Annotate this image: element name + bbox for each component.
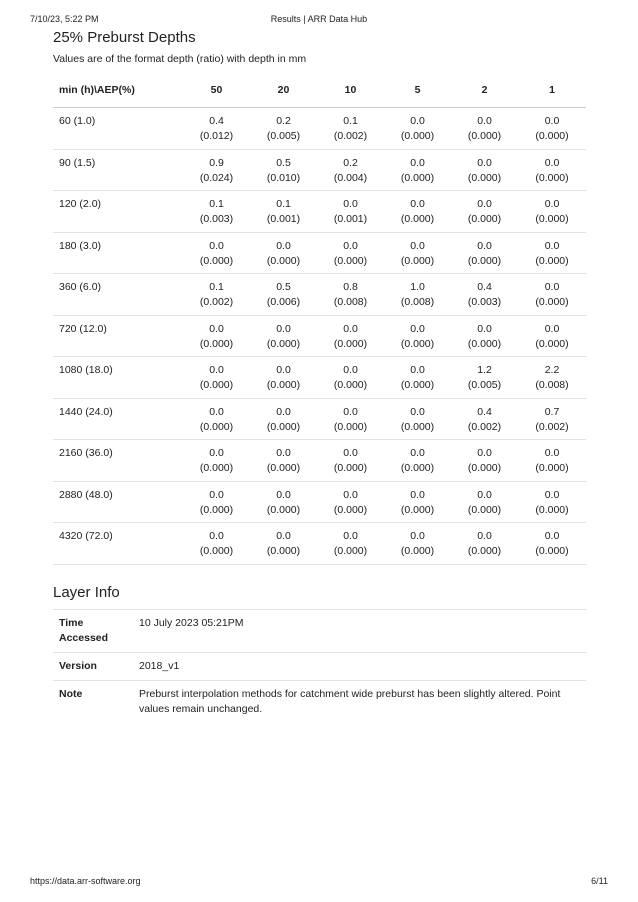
cell-depth: 0.0 [209, 364, 224, 376]
table-cell [317, 149, 384, 191]
cell-ratio: (0.003) [467, 296, 502, 308]
cell-ratio: (0.000) [535, 503, 569, 516]
cell-ratio: (0.000) [199, 545, 234, 557]
cell-depth: 2.2 [544, 364, 560, 376]
cell-ratio: (0.024) [199, 171, 234, 184]
cell-ratio: (0.000) [535, 337, 569, 350]
column-header: 50 [183, 74, 250, 108]
table-cell [451, 440, 518, 482]
column-header: 1 [518, 74, 586, 108]
cell-ratio: (0.000) [266, 337, 301, 350]
cell-depth: 0.0 [209, 322, 224, 335]
table-header-row [53, 74, 586, 108]
row-label: 720 (12.0) [53, 315, 183, 357]
cell-ratio: (0.000) [266, 254, 301, 267]
section-subtitle: Values are of the format depth (ratio) with depth in mm [53, 53, 307, 65]
cell-ratio: (0.000) [535, 171, 569, 184]
cell-depth: 0.0 [209, 405, 224, 418]
table-cell [317, 357, 384, 399]
cell-ratio: (0.003) [199, 213, 234, 225]
info-key-line: Time [59, 616, 84, 629]
cell-depth: 0.1 [209, 198, 224, 210]
cell-depth: 0.0 [544, 281, 560, 293]
table-row [53, 232, 586, 274]
cell-ratio: (0.000) [467, 462, 502, 474]
cell-ratio: (0.004) [333, 171, 368, 184]
table-cell [384, 357, 451, 399]
cell-depth: 0.0 [209, 488, 224, 501]
table-cell [250, 523, 317, 565]
cell-ratio: (0.008) [535, 379, 569, 391]
cell-depth: 0.4 [209, 115, 224, 127]
cell-depth: 0.0 [276, 447, 291, 459]
table-row [53, 357, 586, 399]
cell-ratio: (0.000) [467, 213, 502, 225]
table-row [53, 108, 586, 150]
cell-depth: 0.0 [343, 405, 358, 418]
cell-ratio: (0.008) [333, 296, 368, 308]
table-cell [384, 232, 451, 274]
cell-depth: 0.0 [410, 405, 425, 418]
cell-depth: 0.0 [477, 156, 492, 169]
row-label: 90 (1.5) [53, 149, 183, 191]
cell-ratio: (0.000) [266, 420, 301, 433]
info-value: 2018_v1 [139, 659, 180, 672]
row-label: 60 (1.0) [53, 108, 183, 150]
table-cell [250, 108, 317, 150]
table-cell [451, 398, 518, 440]
cell-depth: 0.0 [410, 488, 425, 501]
cell-depth: 0.0 [544, 239, 560, 252]
table-row [53, 315, 586, 357]
table-cell [183, 149, 250, 191]
cell-depth: 0.0 [209, 239, 224, 252]
cell-depth: 1.2 [477, 364, 492, 376]
cell-depth: 0.1 [209, 281, 224, 293]
cell-depth: 0.0 [209, 530, 224, 542]
info-key-line: Accessed [59, 631, 109, 644]
column-header: 5 [384, 74, 451, 108]
cell-depth: 0.0 [276, 322, 291, 335]
cell-depth: 0.0 [544, 322, 560, 335]
table-row [53, 440, 586, 482]
cell-depth: 0.2 [343, 156, 358, 169]
cell-depth: 0.5 [276, 281, 291, 293]
cell-depth: 0.4 [477, 405, 492, 418]
table-row [53, 398, 586, 440]
table-cell [384, 440, 451, 482]
table-cell [518, 523, 586, 565]
table-cell [451, 523, 518, 565]
table-cell [384, 398, 451, 440]
cell-depth: 0.0 [276, 239, 291, 252]
table-cell [518, 149, 586, 191]
table-cell [518, 481, 586, 523]
table-cell [317, 232, 384, 274]
cell-depth: 0.0 [343, 364, 358, 376]
cell-ratio: (0.000) [333, 545, 368, 557]
cell-ratio: (0.000) [467, 130, 502, 142]
table-cell [317, 274, 384, 316]
column-header: 10 [317, 74, 384, 108]
table-cell [518, 232, 586, 274]
layer-info-table [53, 609, 586, 723]
table-cell [183, 315, 250, 357]
cell-ratio: (0.000) [467, 171, 502, 184]
cell-depth: 0.0 [410, 239, 425, 252]
cell-depth: 0.0 [544, 488, 560, 501]
cell-ratio: (0.000) [333, 420, 368, 433]
cell-depth: 0.0 [343, 322, 358, 335]
cell-ratio: (0.000) [199, 337, 234, 350]
table-cell [451, 108, 518, 150]
table-cell [518, 440, 586, 482]
row-label: 2160 (36.0) [53, 440, 183, 482]
cell-depth: 0.2 [276, 115, 291, 127]
table-cell [250, 274, 317, 316]
cell-ratio: (0.006) [266, 296, 301, 308]
table-body [53, 108, 586, 565]
cell-depth: 0.0 [410, 198, 425, 210]
table-cell [250, 481, 317, 523]
print-page-title: Results | ARR Data Hub [270, 14, 368, 24]
row-label: 180 (3.0) [53, 232, 183, 274]
cell-depth: 0.1 [343, 115, 358, 127]
cell-ratio: (0.000) [266, 545, 301, 557]
cell-ratio: (0.000) [400, 462, 435, 474]
cell-depth: 0.0 [410, 530, 425, 542]
info-value: Preburst interpolation methods for catchment wide preburst has been slightly altered. Point values remain unchanged. [139, 687, 561, 715]
row-label: 1440 (24.0) [53, 398, 183, 440]
table-cell [250, 232, 317, 274]
table-cell [317, 398, 384, 440]
cell-ratio: (0.000) [400, 337, 435, 350]
cell-ratio: (0.001) [266, 213, 301, 225]
table-cell [518, 398, 586, 440]
table-row [53, 149, 586, 191]
row-label: 120 (2.0) [53, 191, 183, 233]
info-key: Note [59, 687, 83, 700]
table-cell [183, 232, 250, 274]
cell-ratio: (0.000) [467, 545, 502, 557]
table-cell [451, 315, 518, 357]
table-cell [518, 315, 586, 357]
info-row-note [53, 680, 586, 723]
cell-ratio: (0.000) [266, 379, 301, 391]
table-cell [183, 357, 250, 399]
table-row [53, 274, 586, 316]
cell-ratio: (0.000) [333, 462, 368, 474]
cell-ratio: (0.000) [535, 254, 569, 267]
cell-ratio: (0.000) [333, 337, 368, 350]
print-datetime: 7/10/23, 5:22 PM [30, 14, 99, 24]
cell-ratio: (0.000) [400, 130, 435, 142]
cell-depth: 0.0 [477, 447, 492, 459]
cell-ratio: (0.005) [266, 130, 301, 142]
table-cell [518, 357, 586, 399]
table-cell [451, 191, 518, 233]
row-label: 360 (6.0) [53, 274, 183, 316]
cell-depth: 0.0 [477, 530, 492, 542]
table-cell [384, 274, 451, 316]
cell-depth: 0.0 [343, 488, 358, 501]
cell-depth: 0.0 [477, 115, 492, 127]
table-cell [250, 191, 317, 233]
table-cell [451, 274, 518, 316]
info-value: 10 July 2023 05:21PM [139, 616, 244, 629]
table-cell [317, 481, 384, 523]
cell-ratio: (0.000) [266, 462, 301, 474]
main-content [53, 28, 586, 723]
cell-depth: 1.0 [410, 281, 425, 293]
cell-depth: 0.0 [544, 198, 560, 210]
cell-ratio: (0.000) [199, 420, 234, 433]
cell-ratio: (0.000) [400, 254, 435, 267]
cell-depth: 0.0 [544, 530, 560, 542]
table-row [53, 523, 586, 565]
row-label: 4320 (72.0) [53, 523, 183, 565]
table-cell [317, 108, 384, 150]
table-cell [183, 191, 250, 233]
table-cell [317, 523, 384, 565]
cell-ratio: (0.010) [266, 171, 301, 184]
cell-ratio: (0.000) [467, 337, 502, 350]
table-cell [183, 398, 250, 440]
cell-depth: 0.0 [209, 447, 224, 459]
cell-depth: 0.1 [276, 198, 291, 210]
table-cell [518, 108, 586, 150]
table-cell [183, 108, 250, 150]
cell-ratio: (0.000) [400, 503, 435, 516]
cell-depth: 0.0 [544, 156, 560, 169]
cell-ratio: (0.002) [333, 130, 368, 142]
cell-ratio: (0.001) [333, 213, 368, 225]
cell-depth: 0.0 [410, 364, 425, 376]
cell-depth: 0.0 [276, 405, 291, 418]
cell-ratio: (0.000) [333, 503, 368, 516]
cell-depth: 0.0 [343, 198, 358, 210]
cell-depth: 0.0 [276, 530, 291, 542]
cell-depth: 0.0 [410, 115, 425, 127]
table-cell [384, 108, 451, 150]
cell-depth: 0.7 [544, 405, 560, 418]
info-key: Version [59, 659, 97, 672]
cell-ratio: (0.000) [467, 254, 502, 267]
cell-depth: 0.0 [544, 115, 560, 127]
cell-depth: 0.0 [410, 322, 425, 335]
cell-depth: 0.0 [343, 530, 358, 542]
cell-ratio: (0.000) [535, 545, 569, 557]
cell-ratio: (0.000) [535, 213, 569, 225]
cell-ratio: (0.000) [199, 503, 234, 516]
cell-ratio: (0.000) [400, 171, 435, 184]
cell-ratio: (0.002) [467, 420, 502, 433]
layer-info-title: Layer Info [53, 583, 120, 601]
table-cell [250, 149, 317, 191]
table-cell [518, 274, 586, 316]
table-cell [451, 357, 518, 399]
cell-ratio: (0.005) [467, 379, 502, 391]
print-page-number: 6/11 [591, 876, 608, 886]
table-cell [317, 191, 384, 233]
column-header: 20 [250, 74, 317, 108]
info-row-version [53, 652, 586, 680]
cell-ratio: (0.000) [199, 379, 234, 391]
column-header: 2 [451, 74, 518, 108]
table-cell [451, 149, 518, 191]
cell-depth: 0.0 [477, 198, 492, 210]
cell-depth: 0.0 [477, 488, 492, 501]
cell-depth: 0.0 [544, 447, 560, 459]
print-header [30, 14, 608, 26]
row-label: 1080 (18.0) [53, 357, 183, 399]
cell-depth: 0.0 [276, 364, 291, 376]
table-cell [183, 523, 250, 565]
cell-depth: 0.8 [343, 281, 358, 293]
cell-depth: 0.4 [477, 281, 492, 293]
table-cell [451, 481, 518, 523]
info-key [53, 609, 133, 652]
section-title: 25% Preburst Depths [53, 29, 196, 46]
cell-depth: 0.0 [410, 156, 425, 169]
cell-ratio: (0.000) [400, 213, 435, 225]
cell-depth: 0.9 [209, 156, 224, 169]
cell-depth: 0.0 [343, 447, 358, 459]
cell-ratio: (0.000) [266, 503, 301, 516]
table-row [53, 481, 586, 523]
cell-ratio: (0.002) [535, 420, 569, 433]
cell-ratio: (0.002) [199, 296, 234, 308]
info-row-time-accessed [53, 609, 586, 652]
cell-depth: 0.0 [477, 239, 492, 252]
cell-ratio: (0.000) [333, 254, 368, 267]
cell-depth: 0.5 [276, 156, 291, 169]
cell-ratio: (0.008) [400, 296, 435, 308]
cell-ratio: (0.000) [400, 379, 435, 391]
table-cell [250, 315, 317, 357]
cell-ratio: (0.000) [400, 545, 435, 557]
table-cell [451, 232, 518, 274]
cell-ratio: (0.000) [467, 503, 502, 516]
table-row [53, 191, 586, 233]
table-cell [317, 440, 384, 482]
cell-depth: 0.0 [410, 447, 425, 459]
table-cell [183, 440, 250, 482]
table-cell [250, 357, 317, 399]
table-cell [384, 481, 451, 523]
cell-ratio: (0.000) [333, 379, 368, 391]
cell-ratio: (0.012) [199, 130, 234, 142]
row-header-label: min (h)\AEP(%) [53, 74, 183, 108]
cell-ratio: (0.000) [199, 462, 234, 474]
table-cell [250, 398, 317, 440]
row-label: 2880 (48.0) [53, 481, 183, 523]
cell-ratio: (0.000) [400, 420, 435, 433]
preburst-depths-table [53, 74, 586, 565]
print-url: https://data.arr-software.org [30, 876, 141, 886]
cell-ratio: (0.000) [535, 130, 569, 142]
cell-ratio: (0.000) [199, 254, 234, 267]
cell-ratio: (0.000) [535, 296, 569, 308]
table-cell [183, 274, 250, 316]
table-cell [518, 191, 586, 233]
table-cell [183, 481, 250, 523]
cell-depth: 0.0 [477, 322, 492, 335]
table-cell [250, 440, 317, 482]
table-cell [384, 149, 451, 191]
cell-ratio: (0.000) [535, 462, 569, 474]
table-cell [384, 523, 451, 565]
cell-depth: 0.0 [343, 239, 358, 252]
table-cell [384, 191, 451, 233]
table-cell [317, 315, 384, 357]
table-cell [384, 315, 451, 357]
cell-depth: 0.0 [276, 488, 291, 501]
